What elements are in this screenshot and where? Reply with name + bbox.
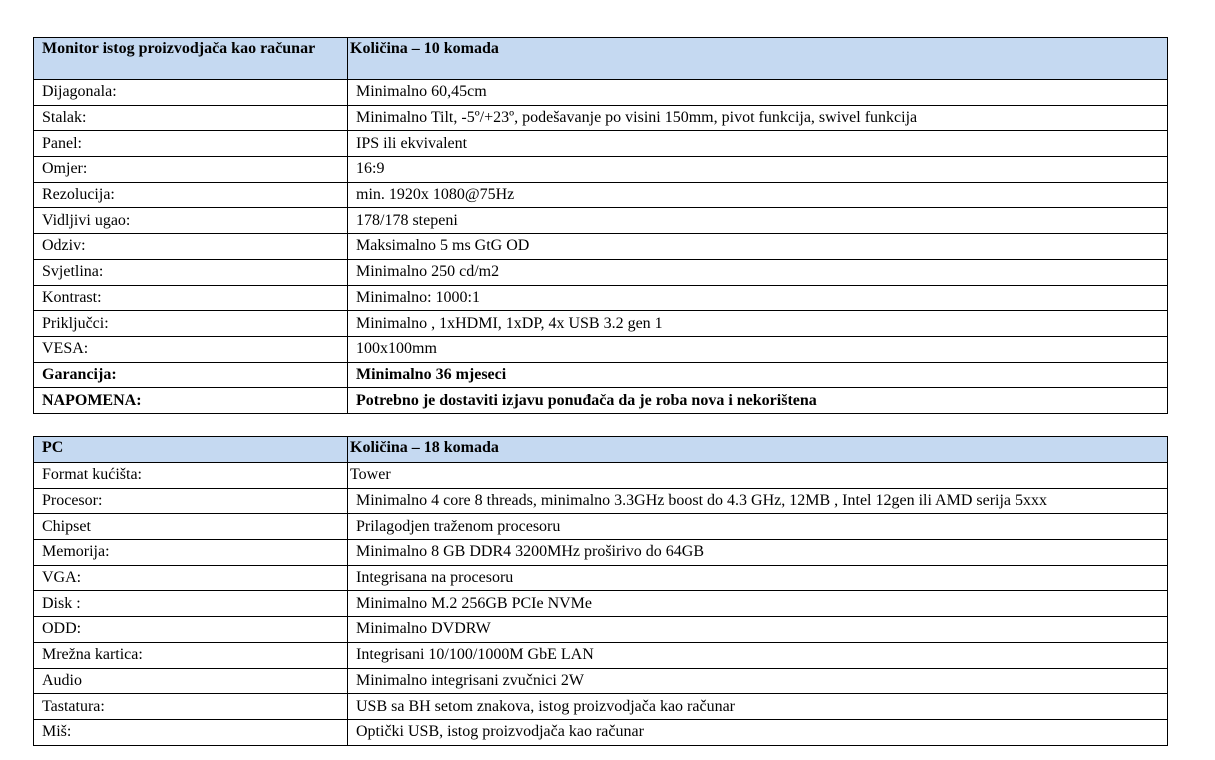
spec-key: Odziv: — [34, 234, 348, 260]
spec-value: Minimalno , 1xHDMI, 1xDP, 4x USB 3.2 gen 1 — [348, 311, 1168, 337]
monitor-header-label: Monitor istog proizvodjača kao računar — [34, 38, 348, 80]
table-row — [34, 565, 1168, 591]
spec-value: Tower — [348, 463, 1168, 489]
table-row — [34, 642, 1168, 668]
spec-value: Minimalno 60,45cm — [348, 80, 1168, 106]
monitor-header-row — [34, 38, 1168, 80]
table-row — [34, 311, 1168, 337]
spec-key: Omjer: — [34, 157, 348, 183]
table-row — [34, 540, 1168, 566]
note-row — [34, 388, 1168, 414]
table-row — [34, 617, 1168, 643]
pc-spec-table — [33, 436, 1168, 746]
spec-value: USB sa BH setom znakova, istog proizvodjača kao računar — [348, 694, 1168, 720]
spec-value: Minimalno integrisani zvučnici 2W — [348, 668, 1168, 694]
spec-key: Tastatura: — [34, 694, 348, 720]
table-row — [34, 336, 1168, 362]
spec-key: Memorija: — [34, 540, 348, 566]
table-row — [34, 668, 1168, 694]
spec-value: 16:9 — [348, 157, 1168, 183]
table-row — [34, 463, 1168, 489]
monitor-header-quantity: Količina – 10 komada — [348, 38, 1168, 80]
table-row — [34, 157, 1168, 183]
spec-key: Svjetlina: — [34, 259, 348, 285]
table-row — [34, 182, 1168, 208]
spec-key: Mrežna kartica: — [34, 642, 348, 668]
table-row — [34, 80, 1168, 106]
spec-key: Stalak: — [34, 105, 348, 131]
spec-key: Audio — [34, 668, 348, 694]
spec-value: 100x100mm — [348, 336, 1168, 362]
spec-key: Format kućišta: — [34, 463, 348, 489]
spec-value: Minimalno M.2 256GB PCIe NVMe — [348, 591, 1168, 617]
spec-value: Maksimalno 5 ms GtG OD — [348, 234, 1168, 260]
table-row — [34, 105, 1168, 131]
spec-value: Potrebno je dostaviti izjavu ponuđača da je roba nova i nekorištena — [348, 388, 1168, 414]
table-row — [34, 234, 1168, 260]
spec-key: Garancija: — [34, 362, 348, 388]
spec-key: VESA: — [34, 336, 348, 362]
spec-value: Minimalno 8 GB DDR4 3200MHz proširivo do 64GB — [348, 540, 1168, 566]
table-row — [34, 591, 1168, 617]
table-row — [34, 694, 1168, 720]
spec-value: Minimalno Tilt, -5º/+23º, podešavanje po visini 150mm, pivot funkcija, swivel funkcija — [348, 105, 1168, 131]
table-row — [34, 208, 1168, 234]
pc-header-label: PC — [34, 437, 348, 463]
table-row — [34, 719, 1168, 745]
spec-key: Dijagonala: — [34, 80, 348, 106]
spec-value: Minimalno 36 mjeseci — [348, 362, 1168, 388]
spec-key: Panel: — [34, 131, 348, 157]
spec-key: Procesor: — [34, 488, 348, 514]
spec-key: ODD: — [34, 617, 348, 643]
table-row — [34, 131, 1168, 157]
spec-value: Prilagodjen traženom procesoru — [348, 514, 1168, 540]
spec-key: VGA: — [34, 565, 348, 591]
spec-value: Integrisani 10/100/1000M GbE LAN — [348, 642, 1168, 668]
spec-key: Kontrast: — [34, 285, 348, 311]
table-row — [34, 259, 1168, 285]
spec-value: Integrisana na procesoru — [348, 565, 1168, 591]
spec-value: Minimalno DVDRW — [348, 617, 1168, 643]
spec-value: 178/178 stepeni — [348, 208, 1168, 234]
table-row — [34, 514, 1168, 540]
spec-value: IPS ili ekvivalent — [348, 131, 1168, 157]
table-row — [34, 488, 1168, 514]
pc-header-quantity: Količina – 18 komada — [348, 437, 1168, 463]
monitor-spec-table — [33, 37, 1168, 414]
spec-key: Vidljivi ugao: — [34, 208, 348, 234]
spec-value: Minimalno: 1000:1 — [348, 285, 1168, 311]
spec-key: Chipset — [34, 514, 348, 540]
spec-key: Priključci: — [34, 311, 348, 337]
spec-value: Minimalno 250 cd/m2 — [348, 259, 1168, 285]
spec-key: Disk : — [34, 591, 348, 617]
spec-value: Optički USB, istog proizvodjača kao računar — [348, 719, 1168, 745]
spec-value: min. 1920x 1080@75Hz — [348, 182, 1168, 208]
warranty-row — [34, 362, 1168, 388]
spec-key: Rezolucija: — [34, 182, 348, 208]
spec-key: Miš: — [34, 719, 348, 745]
pc-header-row — [34, 437, 1168, 463]
table-row — [34, 285, 1168, 311]
spec-key: NAPOMENA: — [34, 388, 348, 414]
spec-value: Minimalno 4 core 8 threads, minimalno 3.3GHz boost do 4.3 GHz, 12MB , Intel 12gen ili AMD serija 5xxx — [348, 488, 1168, 514]
